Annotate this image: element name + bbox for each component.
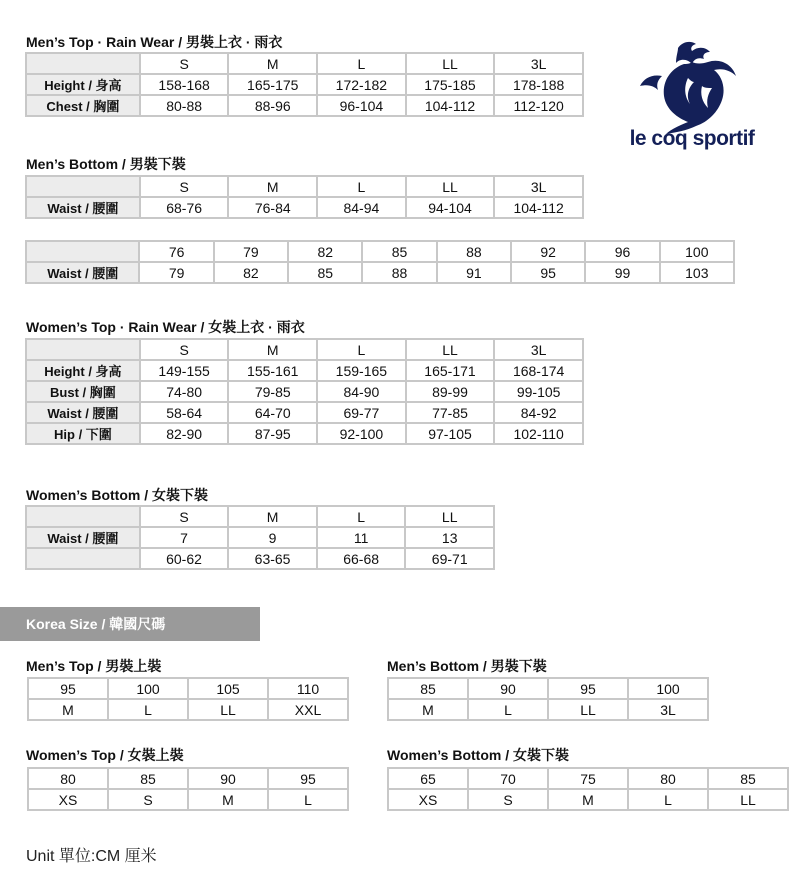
table-cell: 88-96 [228, 95, 317, 116]
table-cell: 172-182 [317, 74, 406, 95]
size-header: L [317, 339, 406, 360]
table-cell: 68-76 [140, 197, 229, 218]
table-cell: 159-165 [317, 360, 406, 381]
table-cell: 168-174 [494, 360, 583, 381]
korea-womens-bottom-table [387, 767, 789, 811]
table-cell: M [548, 789, 628, 810]
table-cell: XS [388, 789, 468, 810]
table-cell: 97-105 [406, 423, 495, 444]
table-cell: 175-185 [406, 74, 495, 95]
table-row [388, 699, 708, 720]
size-header: M [228, 53, 317, 74]
table-row [28, 789, 348, 810]
row-label: Waist / 腰圍 [26, 262, 139, 283]
size-header: S [140, 506, 229, 527]
row-label: Waist / 腰圍 [26, 197, 140, 218]
table-row [26, 262, 734, 283]
table-cell: 100 [108, 678, 188, 699]
size-header: LL [406, 176, 495, 197]
table-cell: LL [548, 699, 628, 720]
mens-bottom-title: Men’s Bottom / 男裝下裝 [26, 156, 186, 172]
korea-size-banner: Korea Size / 韓國尺碼 [0, 607, 260, 641]
table-cell: 112-120 [494, 95, 583, 116]
mens-waist-conversion-table [25, 240, 735, 284]
korea-womens-bottom-title: Women’s Bottom / 女裝下裝 [387, 747, 569, 763]
size-header: S [140, 339, 229, 360]
korea-mens-bottom-table [387, 677, 709, 721]
table-cell: 69-77 [317, 402, 406, 423]
table-cell: 11 [317, 527, 406, 548]
corner-cell [26, 176, 140, 197]
brand-logo-text: le coq sportif [629, 127, 755, 150]
size-header: M [228, 506, 317, 527]
table-cell: L [628, 789, 708, 810]
table-cell: 99 [585, 262, 659, 283]
table-cell: 65 [388, 768, 468, 789]
table-cell: 95 [548, 678, 628, 699]
table-cell: 66-68 [317, 548, 406, 569]
korea-mens-top-title: Men’s Top / 男裝上裝 [26, 658, 162, 674]
table-cell: 104-112 [494, 197, 583, 218]
table-cell: 9 [228, 527, 317, 548]
table-cell: 155-161 [228, 360, 317, 381]
row-label: Bust / 胸圍 [26, 381, 140, 402]
table-cell: L [108, 699, 188, 720]
size-header: L [317, 506, 406, 527]
mens-top-title: Men’s Top · Rain Wear / 男裝上衣 · 雨衣 [26, 34, 283, 50]
table-cell: 80-88 [140, 95, 229, 116]
size-header: 85 [362, 241, 436, 262]
table-row [26, 423, 583, 444]
table-cell: 80 [628, 768, 708, 789]
size-header: M [228, 176, 317, 197]
table-cell: 76-84 [228, 197, 317, 218]
table-cell: 79-85 [228, 381, 317, 402]
korea-mens-bottom-title: Men’s Bottom / 男裝下裝 [387, 658, 547, 674]
row-label: Chest / 胸圍 [26, 95, 140, 116]
table-cell: 7 [140, 527, 229, 548]
table-cell: 64-70 [228, 402, 317, 423]
table-cell: 95 [28, 678, 108, 699]
womens-bottom-title: Women’s Bottom / 女裝下裝 [26, 487, 208, 503]
size-header: 88 [437, 241, 511, 262]
table-cell: 77-85 [406, 402, 495, 423]
size-header: 92 [511, 241, 585, 262]
table-cell: 104-112 [406, 95, 495, 116]
table-cell: 165-175 [228, 74, 317, 95]
row-label: Waist / 腰圍 [26, 527, 140, 548]
table-cell: 85 [708, 768, 788, 789]
row-label: Waist / 腰圍 [26, 402, 140, 423]
table-row [26, 95, 583, 116]
table-row [26, 360, 583, 381]
table-cell: 95 [268, 768, 348, 789]
table-header-row [26, 176, 583, 197]
womens-top-title: Women’s Top · Rain Wear / 女裝上衣 · 雨衣 [26, 319, 305, 335]
table-header-row [26, 339, 583, 360]
table-cell: 60-62 [140, 548, 229, 569]
table-cell: 79 [139, 262, 213, 283]
table-row [388, 789, 788, 810]
table-cell: 178-188 [494, 74, 583, 95]
table-cell: 95 [511, 262, 585, 283]
womens-bottom-table [25, 505, 495, 570]
table-header-row [26, 241, 734, 262]
table-cell: M [28, 699, 108, 720]
row-label: Hip / 下圍 [26, 423, 140, 444]
table-cell: LL [708, 789, 788, 810]
korea-womens-top-table [27, 767, 349, 811]
table-cell: 82-90 [140, 423, 229, 444]
table-cell: 84-94 [317, 197, 406, 218]
size-header: L [317, 53, 406, 74]
table-cell: 58-64 [140, 402, 229, 423]
table-row [28, 768, 348, 789]
table-cell: 92-100 [317, 423, 406, 444]
table-row [26, 527, 494, 548]
unit-note: Unit 單位:CM 厘米 [26, 848, 157, 865]
table-cell: 69-71 [405, 548, 494, 569]
table-row [26, 548, 494, 569]
table-header-row [26, 506, 494, 527]
table-cell: 84-90 [317, 381, 406, 402]
table-cell: L [468, 699, 548, 720]
table-row [388, 768, 788, 789]
size-header: LL [406, 53, 495, 74]
size-header: 3L [494, 53, 583, 74]
size-header: S [140, 53, 229, 74]
table-cell: 85 [388, 678, 468, 699]
table-cell: 90 [188, 768, 268, 789]
table-cell: 88 [362, 262, 436, 283]
table-cell: 149-155 [140, 360, 229, 381]
table-cell: 96-104 [317, 95, 406, 116]
mens-bottom-table [25, 175, 584, 219]
row-label: Height / 身高 [26, 360, 140, 381]
table-row [26, 197, 583, 218]
corner-cell [26, 339, 140, 360]
size-header: LL [405, 506, 494, 527]
size-header: 96 [585, 241, 659, 262]
table-cell: M [388, 699, 468, 720]
table-cell: 100 [628, 678, 708, 699]
corner-cell [26, 241, 139, 262]
table-cell: 103 [660, 262, 734, 283]
korea-womens-top-title: Women’s Top / 女裝上裝 [26, 747, 184, 763]
table-row [26, 381, 583, 402]
table-cell: L [268, 789, 348, 810]
womens-top-table [25, 338, 584, 445]
table-cell: 94-104 [406, 197, 495, 218]
table-cell: 82 [214, 262, 288, 283]
table-cell: 84-92 [494, 402, 583, 423]
table-cell: 99-105 [494, 381, 583, 402]
table-cell: 91 [437, 262, 511, 283]
size-header: 3L [494, 339, 583, 360]
table-cell: 158-168 [140, 74, 229, 95]
size-header: 3L [494, 176, 583, 197]
table-cell: 74-80 [140, 381, 229, 402]
table-cell: 165-171 [406, 360, 495, 381]
table-row [26, 74, 583, 95]
table-row [28, 699, 348, 720]
size-header: 100 [660, 241, 734, 262]
table-cell: M [188, 789, 268, 810]
table-cell: 110 [268, 678, 348, 699]
size-header: 79 [214, 241, 288, 262]
table-cell: 87-95 [228, 423, 317, 444]
table-cell: 63-65 [228, 548, 317, 569]
table-cell: 3L [628, 699, 708, 720]
table-cell: 70 [468, 768, 548, 789]
row-label: Height / 身高 [26, 74, 140, 95]
table-header-row [26, 53, 583, 74]
table-cell: 85 [108, 768, 188, 789]
table-cell: XS [28, 789, 108, 810]
table-cell: 90 [468, 678, 548, 699]
korea-mens-top-table [27, 677, 349, 721]
size-header: LL [406, 339, 495, 360]
table-row [26, 402, 583, 423]
table-cell: LL [188, 699, 268, 720]
size-header: 82 [288, 241, 362, 262]
table-cell: S [468, 789, 548, 810]
table-row [28, 678, 348, 699]
table-cell: 80 [28, 768, 108, 789]
size-header: L [317, 176, 406, 197]
table-cell: S [108, 789, 188, 810]
corner-cell [26, 506, 140, 527]
size-header: S [140, 176, 229, 197]
table-cell: 75 [548, 768, 628, 789]
corner-cell [26, 53, 140, 74]
size-header: 76 [139, 241, 213, 262]
table-row [388, 678, 708, 699]
table-cell: 13 [405, 527, 494, 548]
table-cell: XXL [268, 699, 348, 720]
table-cell: 105 [188, 678, 268, 699]
mens-top-table [25, 52, 584, 117]
table-cell: 102-110 [494, 423, 583, 444]
size-header: M [228, 339, 317, 360]
row-label [26, 548, 140, 569]
table-cell: 89-99 [406, 381, 495, 402]
table-cell: 85 [288, 262, 362, 283]
